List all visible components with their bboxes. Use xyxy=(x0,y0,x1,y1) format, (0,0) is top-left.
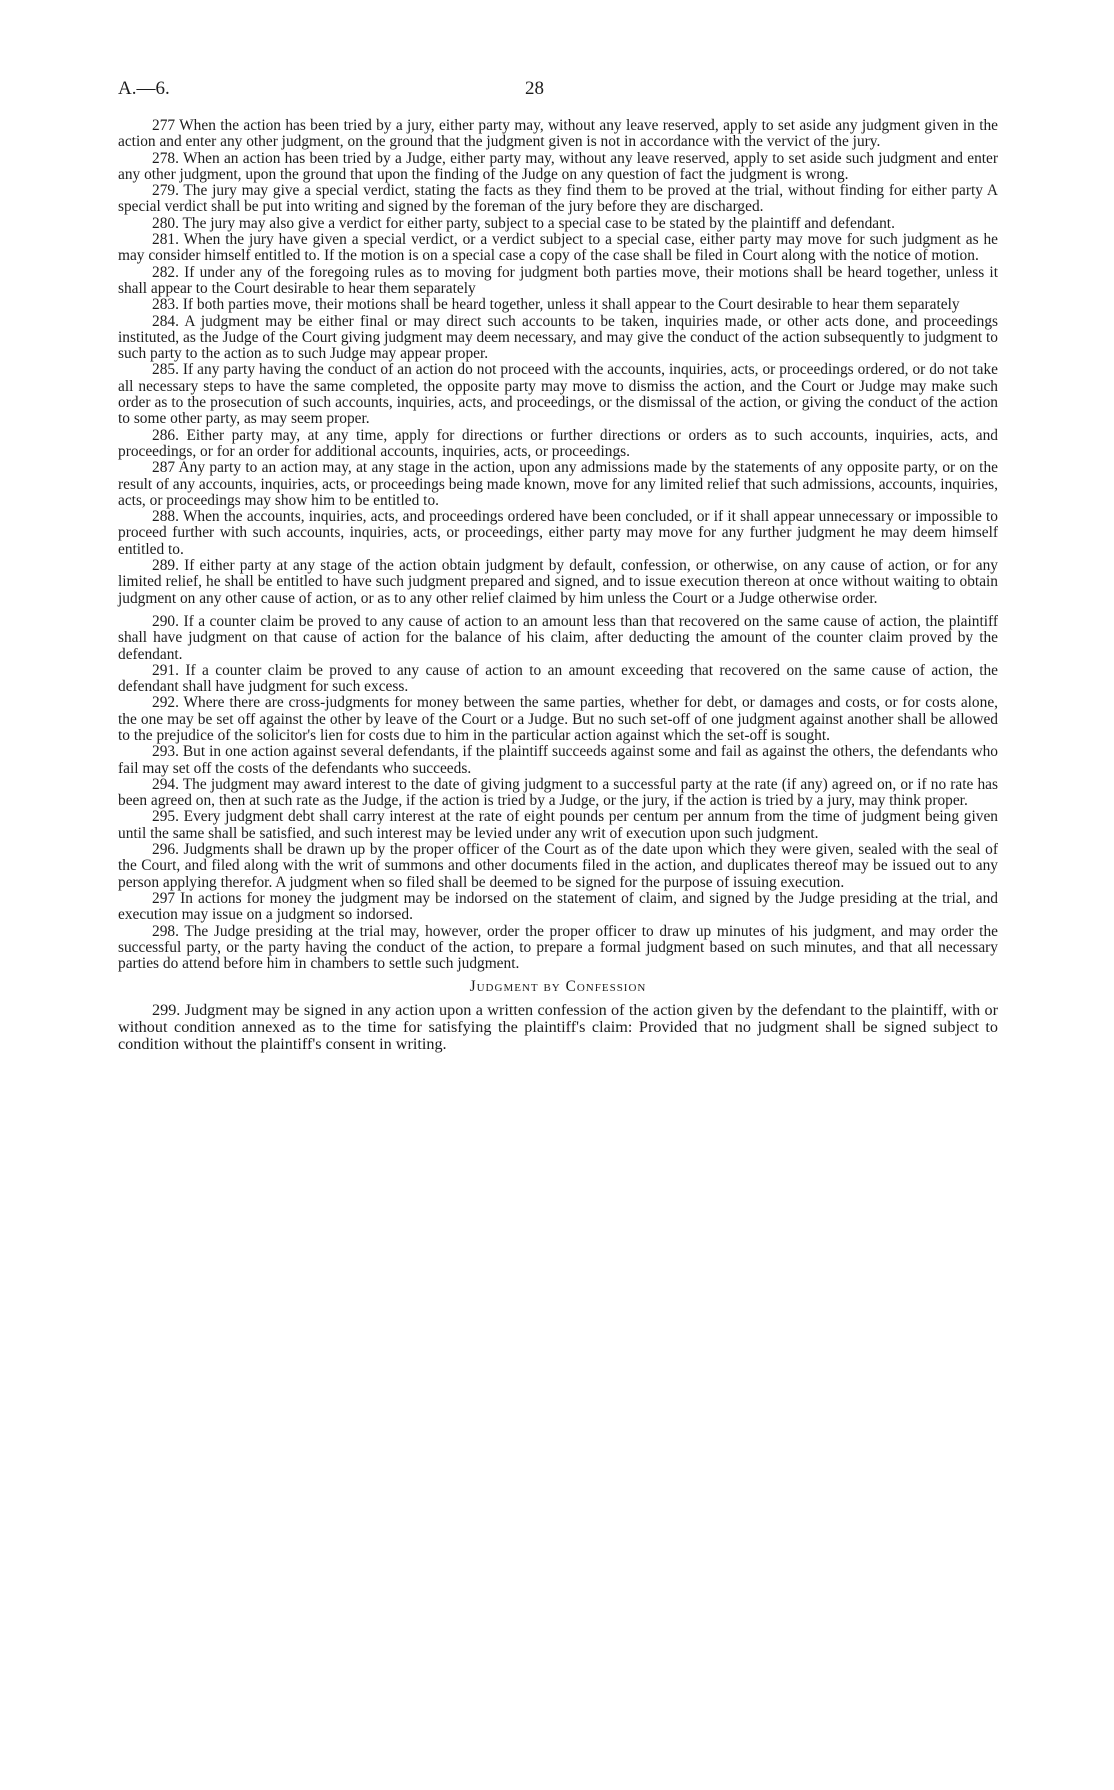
paragraph-292: 292. Where there are cross-judgments for money between the same parties, whether for debt, or damages and costs, or for costs alone, the one may be set off against the other by leave of the Court or a Judge. But no such set-off of one judgment against another shall be allowed to the prejudice of the solicitor's lien for costs due to him in the particular action against which the set-off is sought. xyxy=(118,694,998,744)
paragraph-287: 287 Any party to an action may, at any stage in the action, upon any admissions made by the statements of any opposite party, or on the result of any accounts, inquiries, acts, or proceedings being made known, move for any limited relief that such admissions, accounts, inquiries, acts, or proceedings may show him to be entitled to. xyxy=(118,459,998,509)
page-header xyxy=(118,78,998,102)
paragraph-299: 299. Judgment may be signed in any action upon a written confession of the action given by the defendant to the plaintiff, with or without condition annexed as to the time for satisfying the plaintiff's claim: Provided that no judgment shall be signed subject to condition without the plaintiff's consent in writing. xyxy=(118,1000,998,1053)
document-code: A.—6. xyxy=(118,78,170,99)
paragraph-281: 281. When the jury have given a special verdict, or a verdict subject to a special case, either party may move for such judgment as he may consider himself entitled to. If the motion is on a special case a copy of the case shall be filed in Court along with the notice of motion. xyxy=(118,231,998,265)
paragraph-277: 277 When the action has been tried by a jury, either party may, without any leave reserved, apply to set aside any judgment given in the action and enter any other judgment, on the ground that the judgment given is not in accordance with the vervict of the jury. xyxy=(118,117,998,151)
paragraph-280: 280. The jury may also give a verdict for either party, subject to a special case to be stated by the plaintiff and defendant. xyxy=(152,214,895,232)
paragraph-294: 294. The judgment may award interest to the date of giving judgment to a successful party at the rate (if any) agreed on, or if no rate has been agreed on, then at such rate as the Judge, if the action is tried by a Judge, or the jury, if the action is tried by a jury, may think proper. xyxy=(118,775,998,810)
paragraph-298: 298. The Judge presiding at the trial may, however, order the proper officer to draw up minutes of his judgment, and may order the successful party, or the party having the conduct of the action, to prepare a formal judgment based on such minutes, and that all necessary parties do attend before him in chambers to settle such judgment. xyxy=(118,922,998,973)
section-heading: Judgment by Confession xyxy=(469,978,647,996)
paragraph-297: 297 In actions for money the judgment may be indorsed on the statement of claim, and signed by the Judge presiding at the trial, and execution may issue on a judgment so indorsed. xyxy=(118,889,998,924)
paragraph-282: 282. If under any of the foregoing rules as to moving for judgment both parties move, their motions shall be heard together, unless it shall appear to the Court desirable to hear them separately xyxy=(118,263,998,297)
paragraph-278: 278. When an action has been tried by a Judge, either party may, without any leave reserved, apply to set aside such judgment and enter any other judgment, upon the ground that upon the finding of the Judge on any question of fact the judgment is wrong. xyxy=(118,149,998,183)
paragraph-291: 291. If a counter claim be proved to any cause of action to an amount exceeding that recovered on the same cause of action, the defendant shall have judgment for such excess. xyxy=(118,661,998,696)
paragraph-285: 285. If any party having the conduct of an action do not proceed with the accounts, inquiries, acts, or proceedings ordered, or do not take all necessary steps to have the same completed, the opposite party may move to dismiss the action, and the Court or Judge may make such order as to the prosecution of such accounts, inquiries, acts, and proceedings, or the dismissal of the action, or giving the conduct of the action to some other party, as may seem proper. xyxy=(118,361,998,428)
paragraph-295: 295. Every judgment debt shall carry interest at the rate of eight pounds per centum per annum from the time of judgment being given until the same shall be satisfied, and such interest may be levied under any writ of execution upon such judgment. xyxy=(118,808,998,842)
page-number: 28 xyxy=(525,78,544,99)
paragraph-284: 284. A judgment may be either final or may direct such accounts to be taken, inquiries made, or other acts done, and proceedings instituted, as the Judge of the Court giving judgment may deem necessary, and may give the conduct of the action subsequently to judgment to such party to the action as to such Judge may appear proper. xyxy=(118,312,998,363)
document-body xyxy=(118,118,998,1053)
paragraph-288: 288. When the accounts, inquiries, acts, and proceedings ordered have been concluded, or if it shall appear unnecessary or impossible to proceed further with such accounts, inquiries, acts, or proceedings, either party may move for any further judgment he may deem himself entitled to. xyxy=(118,508,998,558)
paragraph-283: 283. If both parties move, their motions shall be heard together, unless it shall appear to the Court desirable to hear them separately xyxy=(152,296,960,314)
paragraph-293: 293. But in one action against several defendants, if the plaintiff succeeds against some and fail as against the others, the defendants who fail may set off the costs of the defendants who succeeds. xyxy=(118,743,998,777)
final-section xyxy=(118,1002,998,1053)
paragraph-296: 296. Judgments shall be drawn up by the proper officer of the Court as of the date upon which they were given, sealed with the seal of the Court, and filed along with the writ of summons and other documents filed in the action, and duplicates thereof may be issued out to any person applying therefor. A judgment when so filed shall be deemed to be signed for the purpose of issuing execution. xyxy=(118,841,998,891)
paragraph-289: 289. If either party at any stage of the action obtain judgment by default, confession, or otherwise, on any cause of action, or for any limited relief, he shall be entitled to have such judgment prepared and signed, and to issue execution thereon at once without waiting to obtain judgment on any other cause of action, or as to any other relief claimed by him unless the Court or a Judge otherwise order. xyxy=(118,557,998,607)
paragraph-290: 290. If a counter claim be proved to any cause of action to an amount less than that recovered on the same cause of action, the plaintiff shall have judgment on that cause of action for the balance of his claim, after deducting the amount of the counter claim proved by the defendant. xyxy=(118,612,998,663)
paragraph-279: 279. The jury may give a special verdict, stating the facts as they find them to be proved at the trial, without finding for either party A special verdict shall be put into writing and signed by the foreman of the jury before they are discharged. xyxy=(118,182,998,216)
paragraph-286: 286. Either party may, at any time, apply for directions or further directions or orders as to such accounts, inquiries, acts, and proceedings, or for an order for additional accounts, inquiries, acts, or proceedings. xyxy=(118,426,998,460)
